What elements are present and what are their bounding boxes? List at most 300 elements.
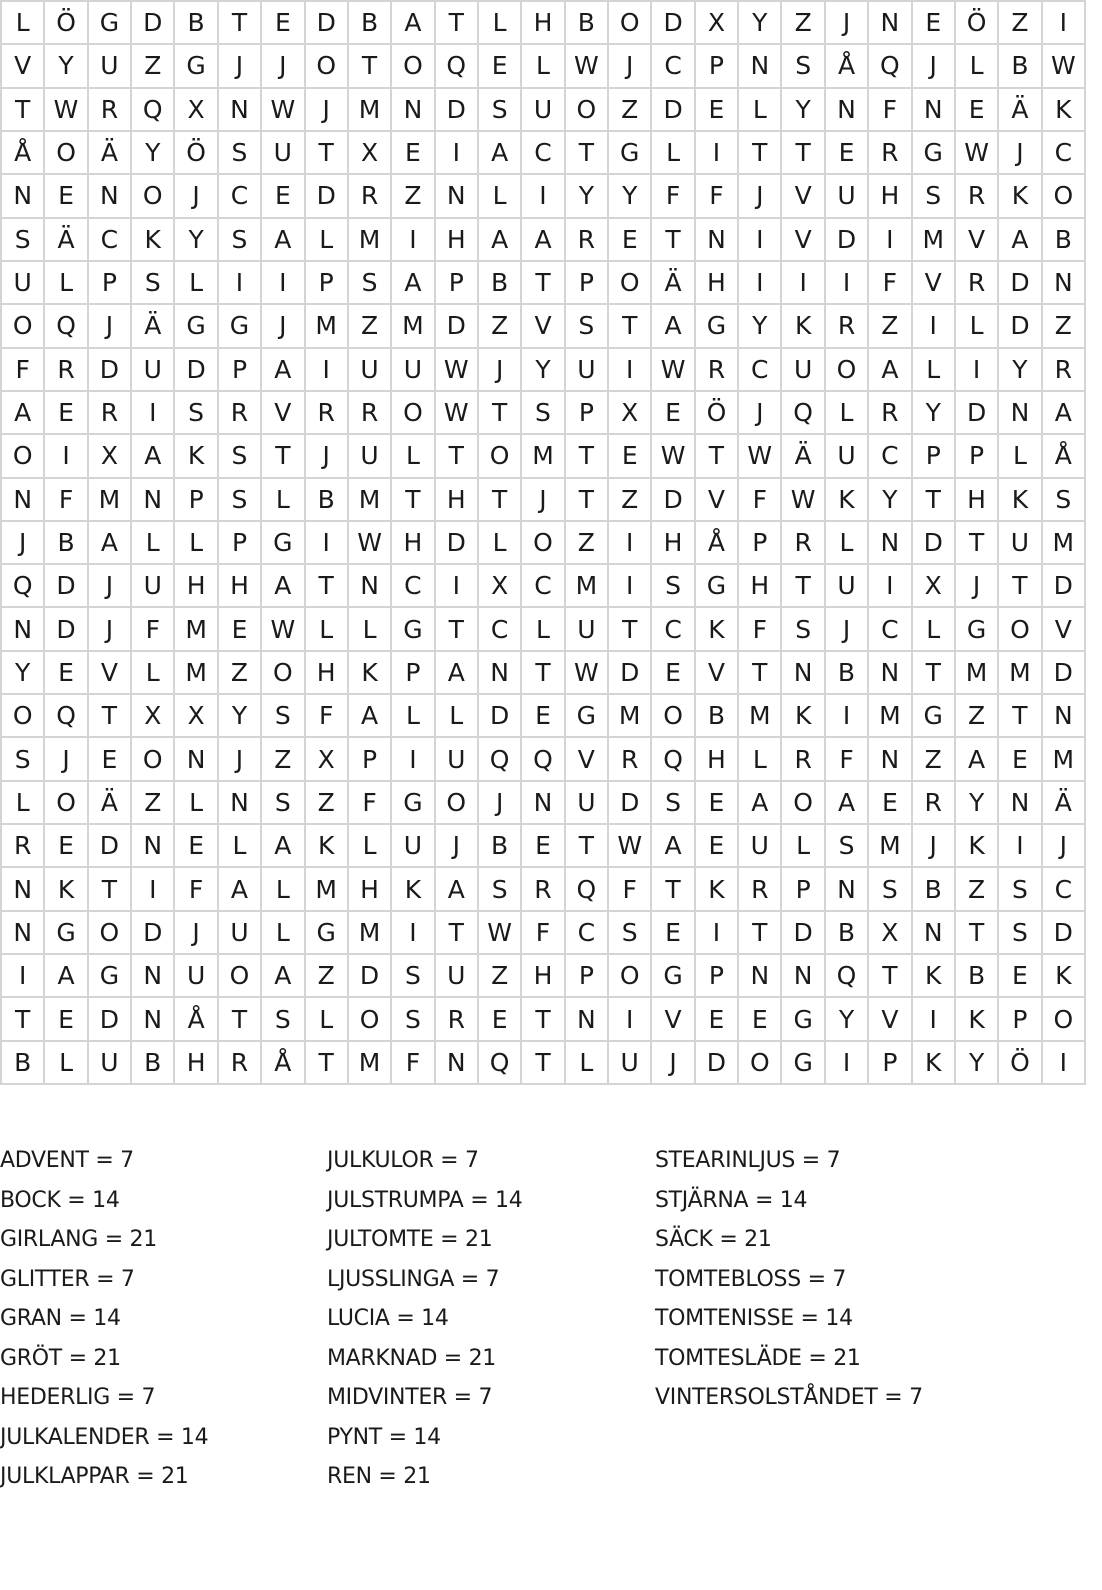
word-list-item: REN = 21 (327, 1464, 431, 1489)
grid-cell: G (696, 305, 739, 348)
grid-cell: Y (956, 782, 999, 825)
grid-cell: O (999, 608, 1042, 651)
grid-cell: X (913, 565, 956, 608)
grid-cell: D (436, 305, 479, 348)
grid-cell: L (349, 608, 392, 651)
grid-cell: L (392, 435, 435, 478)
grid-cell: E (262, 2, 305, 45)
grid-cell: J (89, 608, 132, 651)
grid-cell: T (219, 2, 262, 45)
grid-cell: J (2, 522, 45, 565)
grid-cell: J (262, 45, 305, 88)
grid-cell: K (782, 695, 825, 738)
grid-cell: K (999, 175, 1042, 218)
grid-cell: K (306, 825, 349, 868)
grid-cell: L (45, 1042, 88, 1085)
grid-cell: V (782, 219, 825, 262)
grid-cell: Q (479, 1042, 522, 1085)
grid-cell: Z (999, 2, 1042, 45)
grid-cell: O (566, 89, 609, 132)
grid-cell: K (956, 998, 999, 1041)
grid-cell: O (739, 1042, 782, 1085)
grid-cell: L (739, 738, 782, 781)
grid-cell: B (999, 45, 1042, 88)
grid-cell: W (782, 479, 825, 522)
grid-cell: L (2, 2, 45, 45)
grid-cell: D (45, 608, 88, 651)
grid-cell: K (696, 608, 739, 651)
grid-cell: W (1043, 45, 1086, 88)
grid-cell: P (392, 652, 435, 695)
word-list-item: JULKULOR = 7 (327, 1148, 479, 1173)
grid-cell: T (782, 565, 825, 608)
grid-cell: N (913, 89, 956, 132)
grid-cell: Z (956, 868, 999, 911)
grid-cell: J (826, 608, 869, 651)
grid-cell: S (869, 868, 912, 911)
grid-cell: S (175, 392, 218, 435)
word-list-item: LJUSSLINGA = 7 (327, 1266, 500, 1292)
grid-cell: Y (2, 652, 45, 695)
grid-cell: N (826, 89, 869, 132)
grid-cell: A (262, 955, 305, 998)
grid-cell: R (306, 392, 349, 435)
grid-cell: J (913, 825, 956, 868)
grid-cell: T (89, 868, 132, 911)
grid-cell: A (392, 262, 435, 305)
grid-cell: R (436, 998, 479, 1041)
grid-cell: M (349, 1042, 392, 1085)
grid-cell: V (696, 652, 739, 695)
grid-cell: O (392, 45, 435, 88)
grid-cell: C (566, 912, 609, 955)
grid-cell: V (869, 998, 912, 1041)
word-list-item: GRAN = 14 (0, 1306, 121, 1331)
grid-cell: D (913, 522, 956, 565)
grid-cell: D (349, 955, 392, 998)
grid-cell: P (869, 1042, 912, 1085)
grid-cell: D (609, 652, 652, 695)
grid-cell: F (739, 608, 782, 651)
grid-cell: J (89, 565, 132, 608)
grid-cell: T (913, 479, 956, 522)
grid-cell: S (782, 45, 825, 88)
grid-cell: F (869, 262, 912, 305)
grid-cell: N (999, 782, 1042, 825)
grid-cell: T (956, 912, 999, 955)
grid-cell: N (566, 998, 609, 1041)
grid-cell: P (89, 262, 132, 305)
grid-cell: R (956, 262, 999, 305)
grid-cell: I (869, 219, 912, 262)
grid-cell: W (652, 435, 695, 478)
grid-cell: U (566, 782, 609, 825)
word-list-item: SÄCK = 21 (655, 1227, 772, 1252)
grid-cell: I (436, 565, 479, 608)
grid-cell: T (306, 132, 349, 175)
grid-cell: I (956, 349, 999, 392)
grid-cell: J (89, 305, 132, 348)
grid-cell: A (479, 219, 522, 262)
grid-cell: T (782, 132, 825, 175)
grid-cell: G (782, 998, 825, 1041)
grid-cell: O (219, 955, 262, 998)
grid-cell: N (89, 175, 132, 218)
grid-cell: L (956, 305, 999, 348)
grid-cell: D (89, 998, 132, 1041)
grid-cell: B (306, 479, 349, 522)
grid-cell: B (913, 868, 956, 911)
grid-cell: G (306, 912, 349, 955)
grid-cell: R (869, 392, 912, 435)
grid-cell: T (739, 912, 782, 955)
grid-cell: L (826, 522, 869, 565)
grid-cell: Å (696, 522, 739, 565)
grid-cell: S (913, 175, 956, 218)
grid-cell: K (1043, 955, 1086, 998)
grid-cell: L (132, 522, 175, 565)
grid-cell: N (1043, 262, 1086, 305)
grid-cell: M (999, 652, 1042, 695)
grid-cell: W (262, 608, 305, 651)
grid-cell: J (913, 45, 956, 88)
grid-cell: E (479, 45, 522, 88)
grid-cell: B (1043, 219, 1086, 262)
grid-cell: K (696, 868, 739, 911)
grid-cell: P (782, 868, 825, 911)
grid-cell: D (782, 912, 825, 955)
grid-cell: S (652, 782, 695, 825)
grid-cell: T (436, 2, 479, 45)
word-list-item: GIRLANG = 21 (0, 1227, 157, 1252)
grid-cell: R (826, 305, 869, 348)
grid-cell: N (696, 219, 739, 262)
grid-cell: T (739, 132, 782, 175)
grid-cell: E (45, 998, 88, 1041)
grid-cell: S (349, 262, 392, 305)
grid-cell: T (869, 955, 912, 998)
grid-cell: U (392, 349, 435, 392)
grid-cell: Ä (652, 262, 695, 305)
grid-cell: H (436, 479, 479, 522)
grid-cell: T (956, 522, 999, 565)
grid-cell: Å (175, 998, 218, 1041)
grid-cell: K (826, 479, 869, 522)
grid-cell: Ä (132, 305, 175, 348)
grid-cell: L (522, 608, 565, 651)
grid-cell: F (826, 738, 869, 781)
grid-cell: E (262, 175, 305, 218)
grid-cell: S (219, 132, 262, 175)
grid-cell: U (782, 349, 825, 392)
grid-cell: J (262, 305, 305, 348)
grid-cell: E (739, 998, 782, 1041)
grid-cell: M (175, 608, 218, 651)
grid-cell: Q (652, 738, 695, 781)
grid-cell: C (522, 565, 565, 608)
grid-cell: R (89, 392, 132, 435)
grid-cell: E (956, 89, 999, 132)
grid-cell: A (262, 349, 305, 392)
grid-cell: Z (392, 175, 435, 218)
grid-cell: Y (739, 2, 782, 45)
grid-cell: E (522, 825, 565, 868)
grid-cell: I (696, 132, 739, 175)
grid-cell: T (436, 608, 479, 651)
grid-cell: L (913, 608, 956, 651)
grid-cell: N (782, 955, 825, 998)
grid-cell: X (869, 912, 912, 955)
grid-cell: U (566, 349, 609, 392)
grid-cell: Y (175, 219, 218, 262)
grid-cell: T (999, 695, 1042, 738)
grid-cell: N (1043, 695, 1086, 738)
grid-cell: G (175, 305, 218, 348)
grid-cell: B (479, 262, 522, 305)
grid-cell: A (1043, 392, 1086, 435)
grid-cell: I (132, 868, 175, 911)
word-list-item: VINTERSOLSTÅNDET = 7 (655, 1385, 923, 1410)
grid-cell: Ä (999, 89, 1042, 132)
grid-cell: H (869, 175, 912, 218)
grid-cell: C (219, 175, 262, 218)
grid-cell: Z (956, 695, 999, 738)
grid-cell: D (652, 479, 695, 522)
grid-cell: K (999, 479, 1042, 522)
grid-cell: C (869, 608, 912, 651)
grid-cell: P (696, 45, 739, 88)
word-list-item: TOMTESLÄDE = 21 (655, 1345, 861, 1371)
grid-cell: X (479, 565, 522, 608)
grid-cell: I (306, 522, 349, 565)
grid-cell: K (913, 955, 956, 998)
grid-cell: T (566, 435, 609, 478)
grid-cell: G (175, 45, 218, 88)
grid-cell: E (652, 912, 695, 955)
grid-cell: S (392, 955, 435, 998)
grid-cell: V (89, 652, 132, 695)
grid-cell: L (262, 912, 305, 955)
grid-cell: M (609, 695, 652, 738)
grid-cell: N (219, 89, 262, 132)
grid-cell: N (132, 955, 175, 998)
grid-cell: J (219, 738, 262, 781)
grid-cell: H (522, 955, 565, 998)
grid-cell: O (132, 175, 175, 218)
grid-cell: K (132, 219, 175, 262)
grid-cell: K (175, 435, 218, 478)
grid-cell: B (479, 825, 522, 868)
grid-cell: K (782, 305, 825, 348)
grid-cell: N (2, 175, 45, 218)
grid-cell: H (956, 479, 999, 522)
grid-cell: T (262, 435, 305, 478)
grid-cell: I (1043, 1042, 1086, 1085)
grid-cell: V (956, 219, 999, 262)
grid-cell: Q (782, 392, 825, 435)
grid-cell: N (2, 608, 45, 651)
grid-cell: E (479, 998, 522, 1041)
grid-cell: U (132, 349, 175, 392)
grid-cell: R (349, 392, 392, 435)
grid-cell: Y (609, 175, 652, 218)
grid-cell: L (175, 262, 218, 305)
grid-cell: W (739, 435, 782, 478)
grid-cell: I (2, 955, 45, 998)
grid-cell: P (696, 955, 739, 998)
grid-cell: U (826, 565, 869, 608)
grid-cell: B (2, 1042, 45, 1085)
grid-cell: F (175, 868, 218, 911)
grid-cell: E (652, 652, 695, 695)
grid-cell: T (2, 89, 45, 132)
grid-cell: N (869, 738, 912, 781)
grid-cell: G (89, 955, 132, 998)
grid-cell: N (2, 868, 45, 911)
grid-cell: T (349, 45, 392, 88)
grid-cell: S (132, 262, 175, 305)
grid-cell: S (2, 219, 45, 262)
grid-cell: N (739, 45, 782, 88)
grid-cell: H (522, 2, 565, 45)
grid-cell: E (913, 2, 956, 45)
grid-cell: R (1043, 349, 1086, 392)
grid-cell: C (522, 132, 565, 175)
grid-cell: E (45, 175, 88, 218)
grid-cell: U (826, 175, 869, 218)
grid-cell: X (175, 695, 218, 738)
grid-cell: G (219, 305, 262, 348)
grid-cell: P (956, 435, 999, 478)
grid-cell: W (566, 652, 609, 695)
grid-cell: V (782, 175, 825, 218)
grid-cell: J (219, 45, 262, 88)
grid-cell: G (913, 695, 956, 738)
grid-cell: U (2, 262, 45, 305)
grid-cell: G (392, 782, 435, 825)
grid-cell: T (306, 565, 349, 608)
grid-cell: J (306, 435, 349, 478)
word-list-item: JULKLAPPAR = 21 (0, 1464, 189, 1489)
grid-cell: A (869, 349, 912, 392)
grid-cell: L (566, 1042, 609, 1085)
grid-cell: D (652, 89, 695, 132)
grid-cell: O (262, 652, 305, 695)
grid-cell: U (436, 738, 479, 781)
grid-cell: L (956, 45, 999, 88)
grid-cell: Y (913, 392, 956, 435)
grid-cell: X (696, 2, 739, 45)
grid-cell: R (782, 522, 825, 565)
grid-cell: Z (479, 305, 522, 348)
grid-cell: G (652, 955, 695, 998)
grid-cell: Ä (45, 219, 88, 262)
grid-cell: Z (349, 305, 392, 348)
grid-cell: Q (826, 955, 869, 998)
grid-cell: T (392, 479, 435, 522)
grid-cell: P (349, 738, 392, 781)
grid-cell: T (436, 435, 479, 478)
grid-cell: W (956, 132, 999, 175)
grid-cell: O (522, 522, 565, 565)
grid-cell: J (999, 132, 1042, 175)
grid-cell: J (956, 565, 999, 608)
grid-cell: C (1043, 132, 1086, 175)
grid-cell: K (392, 868, 435, 911)
grid-cell: U (219, 912, 262, 955)
grid-cell: H (219, 565, 262, 608)
grid-cell: K (913, 1042, 956, 1085)
grid-cell: B (826, 652, 869, 695)
grid-cell: N (869, 2, 912, 45)
word-list-item: PYNT = 14 (327, 1424, 441, 1450)
grid-cell: E (219, 608, 262, 651)
grid-cell: I (392, 912, 435, 955)
grid-cell: E (392, 132, 435, 175)
grid-cell: R (782, 738, 825, 781)
grid-cell: O (1043, 175, 1086, 218)
grid-cell: Q (479, 738, 522, 781)
grid-cell: D (436, 89, 479, 132)
grid-cell: T (739, 652, 782, 695)
word-list-item: GLITTER = 7 (0, 1266, 135, 1292)
grid-cell: E (869, 782, 912, 825)
grid-cell: C (652, 608, 695, 651)
grid-cell: B (696, 695, 739, 738)
grid-cell: O (652, 695, 695, 738)
grid-cell: L (45, 262, 88, 305)
grid-cell: S (219, 219, 262, 262)
grid-cell: V (566, 738, 609, 781)
grid-cell: C (1043, 868, 1086, 911)
grid-cell: P (566, 262, 609, 305)
grid-cell: D (1043, 652, 1086, 695)
grid-cell: S (262, 998, 305, 1041)
grid-cell: H (175, 1042, 218, 1085)
grid-cell: I (826, 1042, 869, 1085)
grid-cell: W (479, 912, 522, 955)
grid-cell: G (696, 565, 739, 608)
grid-cell: L (262, 868, 305, 911)
grid-cell: E (696, 782, 739, 825)
grid-cell: U (609, 1042, 652, 1085)
grid-cell: S (2, 738, 45, 781)
grid-cell: F (652, 175, 695, 218)
grid-cell: Ö (696, 392, 739, 435)
grid-cell: P (739, 522, 782, 565)
grid-cell: I (609, 349, 652, 392)
grid-cell: W (436, 392, 479, 435)
grid-cell: N (132, 998, 175, 1041)
grid-cell: L (913, 349, 956, 392)
grid-cell: U (436, 955, 479, 998)
grid-cell: E (522, 695, 565, 738)
word-list-item: JULKALENDER = 14 (0, 1424, 209, 1450)
grid-cell: N (219, 782, 262, 825)
grid-cell: Z (132, 782, 175, 825)
grid-cell: I (696, 912, 739, 955)
grid-cell: I (306, 349, 349, 392)
grid-cell: I (782, 262, 825, 305)
grid-cell: V (262, 392, 305, 435)
grid-cell: Q (436, 45, 479, 88)
grid-cell: I (739, 262, 782, 305)
grid-cell: A (826, 782, 869, 825)
word-list (0, 1148, 1000, 1489)
grid-cell: P (913, 435, 956, 478)
grid-cell: F (392, 1042, 435, 1085)
grid-cell: B (956, 955, 999, 998)
